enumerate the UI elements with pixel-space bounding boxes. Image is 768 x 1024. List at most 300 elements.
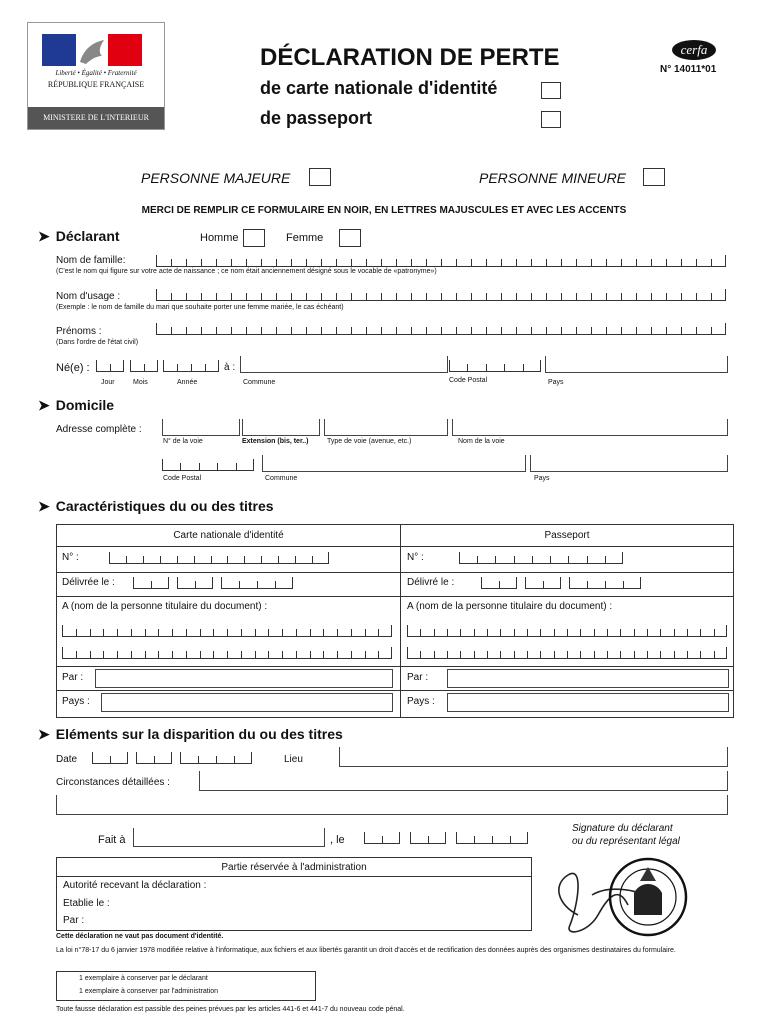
comb-tick <box>337 629 338 636</box>
comb-tick <box>471 259 472 266</box>
comb-tick <box>554 629 555 636</box>
comb-tick <box>456 327 457 334</box>
comb-tick <box>447 651 448 658</box>
num-voie-input[interactable] <box>162 419 240 436</box>
comb-tick <box>561 327 562 334</box>
comb-tick <box>594 651 595 658</box>
comb-tick <box>239 581 240 588</box>
lieu-label: Lieu <box>284 754 303 765</box>
comb-tick <box>195 581 196 588</box>
comb-tick <box>647 651 648 658</box>
comb-tick <box>726 625 727 636</box>
comb-tick <box>231 293 232 300</box>
comb-tick <box>172 651 173 658</box>
jour-caption: Jour <box>101 379 115 386</box>
comb-tick <box>336 293 337 300</box>
comb-tick <box>365 629 366 636</box>
comb-tick <box>568 556 569 563</box>
comb-tick <box>236 463 237 470</box>
nom-usage-input[interactable] <box>156 289 726 301</box>
homme-label: Homme <box>200 232 239 244</box>
comb-tick <box>133 577 134 588</box>
cni-delivree-mois-input[interactable] <box>177 577 213 589</box>
comb-tick <box>500 629 501 636</box>
comb-tick <box>510 836 511 843</box>
comb-tick <box>554 651 555 658</box>
titres-table <box>56 524 734 718</box>
admin-par-label: Par : <box>63 915 85 926</box>
personne-mineure-checkbox[interactable] <box>643 168 665 186</box>
comb-tick <box>605 581 606 588</box>
cni-delivree-annee-input[interactable] <box>221 577 293 589</box>
comb-tick <box>605 556 606 563</box>
logo-motto: Liberté • Égalité • Fraternité <box>55 69 137 77</box>
comb-tick <box>216 327 217 334</box>
comb-tick <box>268 651 269 658</box>
comb-tick <box>487 629 488 636</box>
comb-tick <box>606 259 607 266</box>
comb-tick <box>486 293 487 300</box>
table-rule <box>57 572 733 573</box>
passeport-delivre-mois-input[interactable] <box>525 577 561 589</box>
signature-label-2: ou du représentant légal <box>572 836 680 847</box>
comb-tick <box>477 556 478 563</box>
passeport-delivre-jour-input[interactable] <box>481 577 517 589</box>
section-domicile <box>38 397 114 414</box>
comb-tick <box>306 259 307 266</box>
passeport-numero-label: N° : <box>407 552 424 563</box>
comb-tick <box>396 293 397 300</box>
comb-tick <box>651 293 652 300</box>
prenoms-input[interactable] <box>156 323 726 335</box>
comb-tick <box>474 836 475 843</box>
extension-caption: Extension (bis, ter..) <box>242 438 309 445</box>
comb-tick <box>163 360 164 371</box>
cni-delivree-jour-input[interactable] <box>133 577 169 589</box>
comb-tick <box>323 651 324 658</box>
comb-tick <box>651 327 652 334</box>
comb-tick <box>426 293 427 300</box>
comb-tick <box>96 360 97 371</box>
comb-tick <box>481 577 482 588</box>
disparition-annee-input[interactable] <box>180 752 252 764</box>
comb-tick <box>177 364 178 371</box>
comb-tick <box>587 556 588 563</box>
comb-tick <box>606 293 607 300</box>
comb-tick <box>434 651 435 658</box>
comb-tick <box>117 651 118 658</box>
exemplaire-declarant: 1 exemplaire à conserver par le déclarant <box>79 975 208 982</box>
comb-tick <box>471 327 472 334</box>
comb-tick <box>501 259 502 266</box>
comb-tick <box>276 327 277 334</box>
comb-tick <box>234 756 235 763</box>
passeport-par-label: Par : <box>407 672 429 683</box>
comb-tick <box>282 651 283 658</box>
num-voie-caption: N° de la voie <box>163 438 203 445</box>
comb-tick <box>257 581 258 588</box>
comb-tick <box>172 629 173 636</box>
comb-tick <box>660 629 661 636</box>
domicile-code-postal-input[interactable] <box>162 459 254 471</box>
comb-tick <box>168 577 169 588</box>
circonstances-label: Circonstances détaillées : <box>56 777 170 788</box>
passeport-delivre-label: Délivré le : <box>407 577 455 588</box>
comb-tick <box>726 647 727 658</box>
comb-tick <box>162 459 163 470</box>
form-title: DÉCLARATION DE PERTE <box>260 44 560 71</box>
femme-checkbox[interactable] <box>339 229 361 247</box>
comb-tick <box>328 552 329 563</box>
comb-tick <box>145 629 146 636</box>
comb-tick <box>647 629 648 636</box>
passeport-pays-input[interactable] <box>447 693 729 712</box>
comb-tick <box>725 255 726 266</box>
comb-tick <box>486 259 487 266</box>
comb-tick <box>456 293 457 300</box>
comb-tick <box>594 629 595 636</box>
comb-tick <box>292 577 293 588</box>
comb-tick <box>291 259 292 266</box>
comb-tick <box>216 756 217 763</box>
comb-tick <box>561 293 562 300</box>
code-postal-caption: Code Postal <box>449 377 488 384</box>
comb-tick <box>275 581 276 588</box>
personne-majeure-label: PERSONNE MAJEURE <box>141 170 291 186</box>
comb-tick <box>351 259 352 266</box>
comb-tick <box>246 293 247 300</box>
comb-tick <box>441 259 442 266</box>
comb-tick <box>336 327 337 334</box>
fait-a-input[interactable] <box>133 828 325 847</box>
fait-annee-input[interactable] <box>456 832 528 844</box>
comb-tick <box>213 629 214 636</box>
nom-voie-caption: Nom de la voie <box>458 438 505 445</box>
comb-tick <box>76 629 77 636</box>
cni-checkbox[interactable] <box>541 82 561 99</box>
section-declarant-title: Déclarant <box>55 228 120 244</box>
cni-column-header: Carte nationale d'identité <box>173 530 284 541</box>
personne-majeure-checkbox[interactable] <box>309 168 331 186</box>
comb-tick <box>674 629 675 636</box>
comb-tick <box>576 293 577 300</box>
comb-tick <box>640 577 641 588</box>
section-disparition-title: Eléments sur la disparition du ou des titres <box>55 726 343 742</box>
table-rule <box>57 690 733 691</box>
comb-tick <box>186 293 187 300</box>
comb-tick <box>623 581 624 588</box>
comb-tick <box>580 651 581 658</box>
circonstances-input-1[interactable] <box>199 771 728 791</box>
comb-tick <box>714 629 715 636</box>
arrow-icon: ➤ <box>38 397 50 413</box>
comb-tick <box>364 832 365 843</box>
comb-tick <box>291 327 292 334</box>
marianne-flag-icon <box>42 34 142 66</box>
comb-tick <box>516 327 517 334</box>
passeport-titulaire-input-2[interactable] <box>407 647 727 659</box>
comb-tick <box>621 259 622 266</box>
marianne-logo <box>27 22 165 130</box>
domicile-commune-input[interactable] <box>262 455 526 472</box>
comb-tick <box>310 629 311 636</box>
comb-tick <box>306 327 307 334</box>
comb-tick <box>543 581 544 588</box>
comb-tick <box>205 364 206 371</box>
comb-tick <box>523 364 524 371</box>
comb-tick <box>580 629 581 636</box>
comb-tick <box>186 259 187 266</box>
naissance-code-postal-input[interactable] <box>449 360 541 372</box>
passeport-delivre-annee-input[interactable] <box>569 577 641 589</box>
comb-tick <box>296 629 297 636</box>
comb-tick <box>441 327 442 334</box>
comb-tick <box>337 651 338 658</box>
comb-tick <box>351 293 352 300</box>
naissance-commune-input[interactable] <box>240 356 448 373</box>
cni-titulaire-input-1[interactable] <box>62 625 392 637</box>
comb-tick <box>500 651 501 658</box>
comb-tick <box>666 327 667 334</box>
passeport-pays-label: Pays : <box>407 696 435 707</box>
comb-tick <box>447 629 448 636</box>
comb-tick <box>407 647 408 658</box>
comb-tick <box>420 629 421 636</box>
nom-voie-input[interactable] <box>452 419 728 436</box>
comb-tick <box>158 629 159 636</box>
comb-tick <box>201 327 202 334</box>
comb-tick <box>681 327 682 334</box>
domicile-pays-caption: Pays <box>534 475 550 482</box>
cni-titulaire-input-2[interactable] <box>62 647 392 659</box>
comb-tick <box>459 552 460 563</box>
comb-tick <box>144 364 145 371</box>
comb-tick <box>156 255 157 266</box>
femme-label: Femme <box>286 232 324 244</box>
comb-tick <box>296 651 297 658</box>
section-declarant <box>38 228 120 245</box>
comb-tick <box>130 360 131 371</box>
comb-tick <box>276 293 277 300</box>
comb-tick <box>531 259 532 266</box>
comb-tick <box>445 832 446 843</box>
comb-tick <box>407 625 408 636</box>
comb-tick <box>310 651 311 658</box>
comb-tick <box>391 647 392 658</box>
passeport-checkbox[interactable] <box>541 111 561 128</box>
comb-tick <box>136 752 137 763</box>
footer-penal: Toute fausse déclaration est passible des peines prévues par les articles 441-6 et 441-7 du nouveau code pénal. <box>56 1006 405 1013</box>
comb-tick <box>227 651 228 658</box>
comb-tick <box>700 629 701 636</box>
circonstances-input-2[interactable] <box>56 795 728 815</box>
comb-tick <box>321 259 322 266</box>
comb-tick <box>396 327 397 334</box>
form-subtitle-cni: de carte nationale d'identité <box>260 78 498 98</box>
pays-caption: Pays <box>548 379 564 386</box>
comb-tick <box>201 293 202 300</box>
cni-numero-label: N° : <box>62 552 79 563</box>
disparition-jour-input[interactable] <box>92 752 128 764</box>
comb-tick <box>177 556 178 563</box>
comb-tick <box>76 651 77 658</box>
domicile-code-postal-caption: Code Postal <box>163 475 202 482</box>
comb-tick <box>246 259 247 266</box>
comb-tick <box>634 629 635 636</box>
comb-tick <box>321 293 322 300</box>
domicile-pays-input[interactable] <box>530 455 728 472</box>
comb-tick <box>525 577 526 588</box>
adresse-label: Adresse complète : <box>56 424 142 435</box>
comb-tick <box>687 629 688 636</box>
comb-tick <box>90 651 91 658</box>
comb-tick <box>516 577 517 588</box>
comb-tick <box>591 259 592 266</box>
comb-tick <box>499 581 500 588</box>
table-rule <box>57 546 733 547</box>
comb-tick <box>711 259 712 266</box>
table-divider <box>400 525 401 717</box>
type-voie-input[interactable] <box>324 419 448 436</box>
comb-tick <box>227 556 228 563</box>
comb-tick <box>636 259 637 266</box>
comb-tick <box>351 327 352 334</box>
footer-note-cnil: La loi n°78-17 du 6 janvier 1978 modifiée relative à l'informatique, aux fichiers et aux libertés garantit un droit d'accès et de rectification des données auprès des organismes destinataires du formulaire. <box>56 947 676 954</box>
passeport-column-header: Passeport <box>544 530 590 541</box>
comb-tick <box>306 293 307 300</box>
comb-tick <box>501 293 502 300</box>
comb-tick <box>180 463 181 470</box>
comb-tick <box>278 556 279 563</box>
comb-tick <box>456 832 457 843</box>
comb-tick <box>410 832 411 843</box>
comb-tick <box>696 259 697 266</box>
comb-tick <box>666 259 667 266</box>
comb-tick <box>103 629 104 636</box>
comb-tick <box>216 293 217 300</box>
comb-tick <box>514 651 515 658</box>
comb-tick <box>620 629 621 636</box>
comb-tick <box>681 259 682 266</box>
fait-jour-input[interactable] <box>364 832 400 844</box>
extension-input[interactable] <box>242 419 320 436</box>
naissance-jour-input[interactable] <box>96 360 124 372</box>
comb-tick <box>366 259 367 266</box>
comb-tick <box>550 556 551 563</box>
comb-tick <box>253 459 254 470</box>
comb-tick <box>92 752 93 763</box>
cni-par-input[interactable] <box>95 669 393 688</box>
comb-tick <box>268 629 269 636</box>
naissance-annee-input[interactable] <box>163 360 219 372</box>
comb-tick <box>194 556 195 563</box>
comb-tick <box>426 259 427 266</box>
comb-tick <box>216 259 217 266</box>
comb-tick <box>255 651 256 658</box>
naissance-pays-input[interactable] <box>545 356 728 373</box>
logo-ministry: MINISTERE DE L'INTERIEUR <box>28 107 164 129</box>
comb-tick <box>674 651 675 658</box>
comb-tick <box>127 752 128 763</box>
comb-tick <box>186 629 187 636</box>
comb-tick <box>467 364 468 371</box>
comb-tick <box>622 552 623 563</box>
comb-tick <box>527 629 528 636</box>
comb-tick <box>546 259 547 266</box>
naissance-mois-input[interactable] <box>130 360 158 372</box>
comb-tick <box>213 651 214 658</box>
comb-tick <box>620 651 621 658</box>
fait-mois-input[interactable] <box>410 832 446 844</box>
passeport-titulaire-input-1[interactable] <box>407 625 727 637</box>
cni-pays-label: Pays : <box>62 696 90 707</box>
comb-tick <box>255 629 256 636</box>
comb-tick <box>501 327 502 334</box>
le-label: , le <box>330 834 345 846</box>
nom-famille-input[interactable] <box>156 255 726 267</box>
comb-tick <box>158 651 159 658</box>
comb-tick <box>486 327 487 334</box>
comb-tick <box>514 629 515 636</box>
comb-tick <box>474 651 475 658</box>
comb-tick <box>180 752 181 763</box>
comb-tick <box>471 293 472 300</box>
comb-tick <box>200 651 201 658</box>
passeport-numero-input[interactable] <box>459 552 623 564</box>
arrow-icon: ➤ <box>38 498 50 514</box>
homme-checkbox[interactable] <box>243 229 265 247</box>
comb-tick <box>621 293 622 300</box>
comb-tick <box>587 581 588 588</box>
comb-tick <box>591 293 592 300</box>
comb-tick <box>276 259 277 266</box>
comb-tick <box>487 651 488 658</box>
comb-tick <box>244 556 245 563</box>
comb-tick <box>681 293 682 300</box>
passeport-titulaire-label: A (nom de la personne titulaire du document) : <box>407 601 613 612</box>
comb-tick <box>527 832 528 843</box>
disparition-mois-input[interactable] <box>136 752 172 764</box>
prenoms-label: Prénoms : <box>56 326 102 337</box>
comb-tick <box>531 293 532 300</box>
comb-tick <box>492 836 493 843</box>
naissance-label: Né(e) : <box>56 362 90 374</box>
lieu-input[interactable] <box>339 747 728 767</box>
comb-tick <box>381 327 382 334</box>
comb-tick <box>378 651 379 658</box>
cni-pays-input[interactable] <box>101 693 393 712</box>
comb-tick <box>532 556 533 563</box>
comb-tick <box>391 625 392 636</box>
comb-tick <box>186 651 187 658</box>
comb-tick <box>212 577 213 588</box>
nom-usage-hint: (Exemple : le nom de famille du mari que souhaite porter une femme mariée, le cas échéant) <box>56 304 344 311</box>
comb-tick <box>123 360 124 371</box>
comb-tick <box>516 293 517 300</box>
comb-tick <box>591 327 592 334</box>
comb-tick <box>714 651 715 658</box>
comb-tick <box>540 651 541 658</box>
comb-tick <box>156 323 157 334</box>
comb-tick <box>540 360 541 371</box>
admin-autorite-label: Autorité recevant la déclaration : <box>63 880 207 891</box>
comb-tick <box>621 327 622 334</box>
comb-tick <box>131 651 132 658</box>
comb-tick <box>295 556 296 563</box>
cni-numero-input[interactable] <box>109 552 329 564</box>
passeport-par-input[interactable] <box>447 669 729 688</box>
comb-tick <box>434 629 435 636</box>
